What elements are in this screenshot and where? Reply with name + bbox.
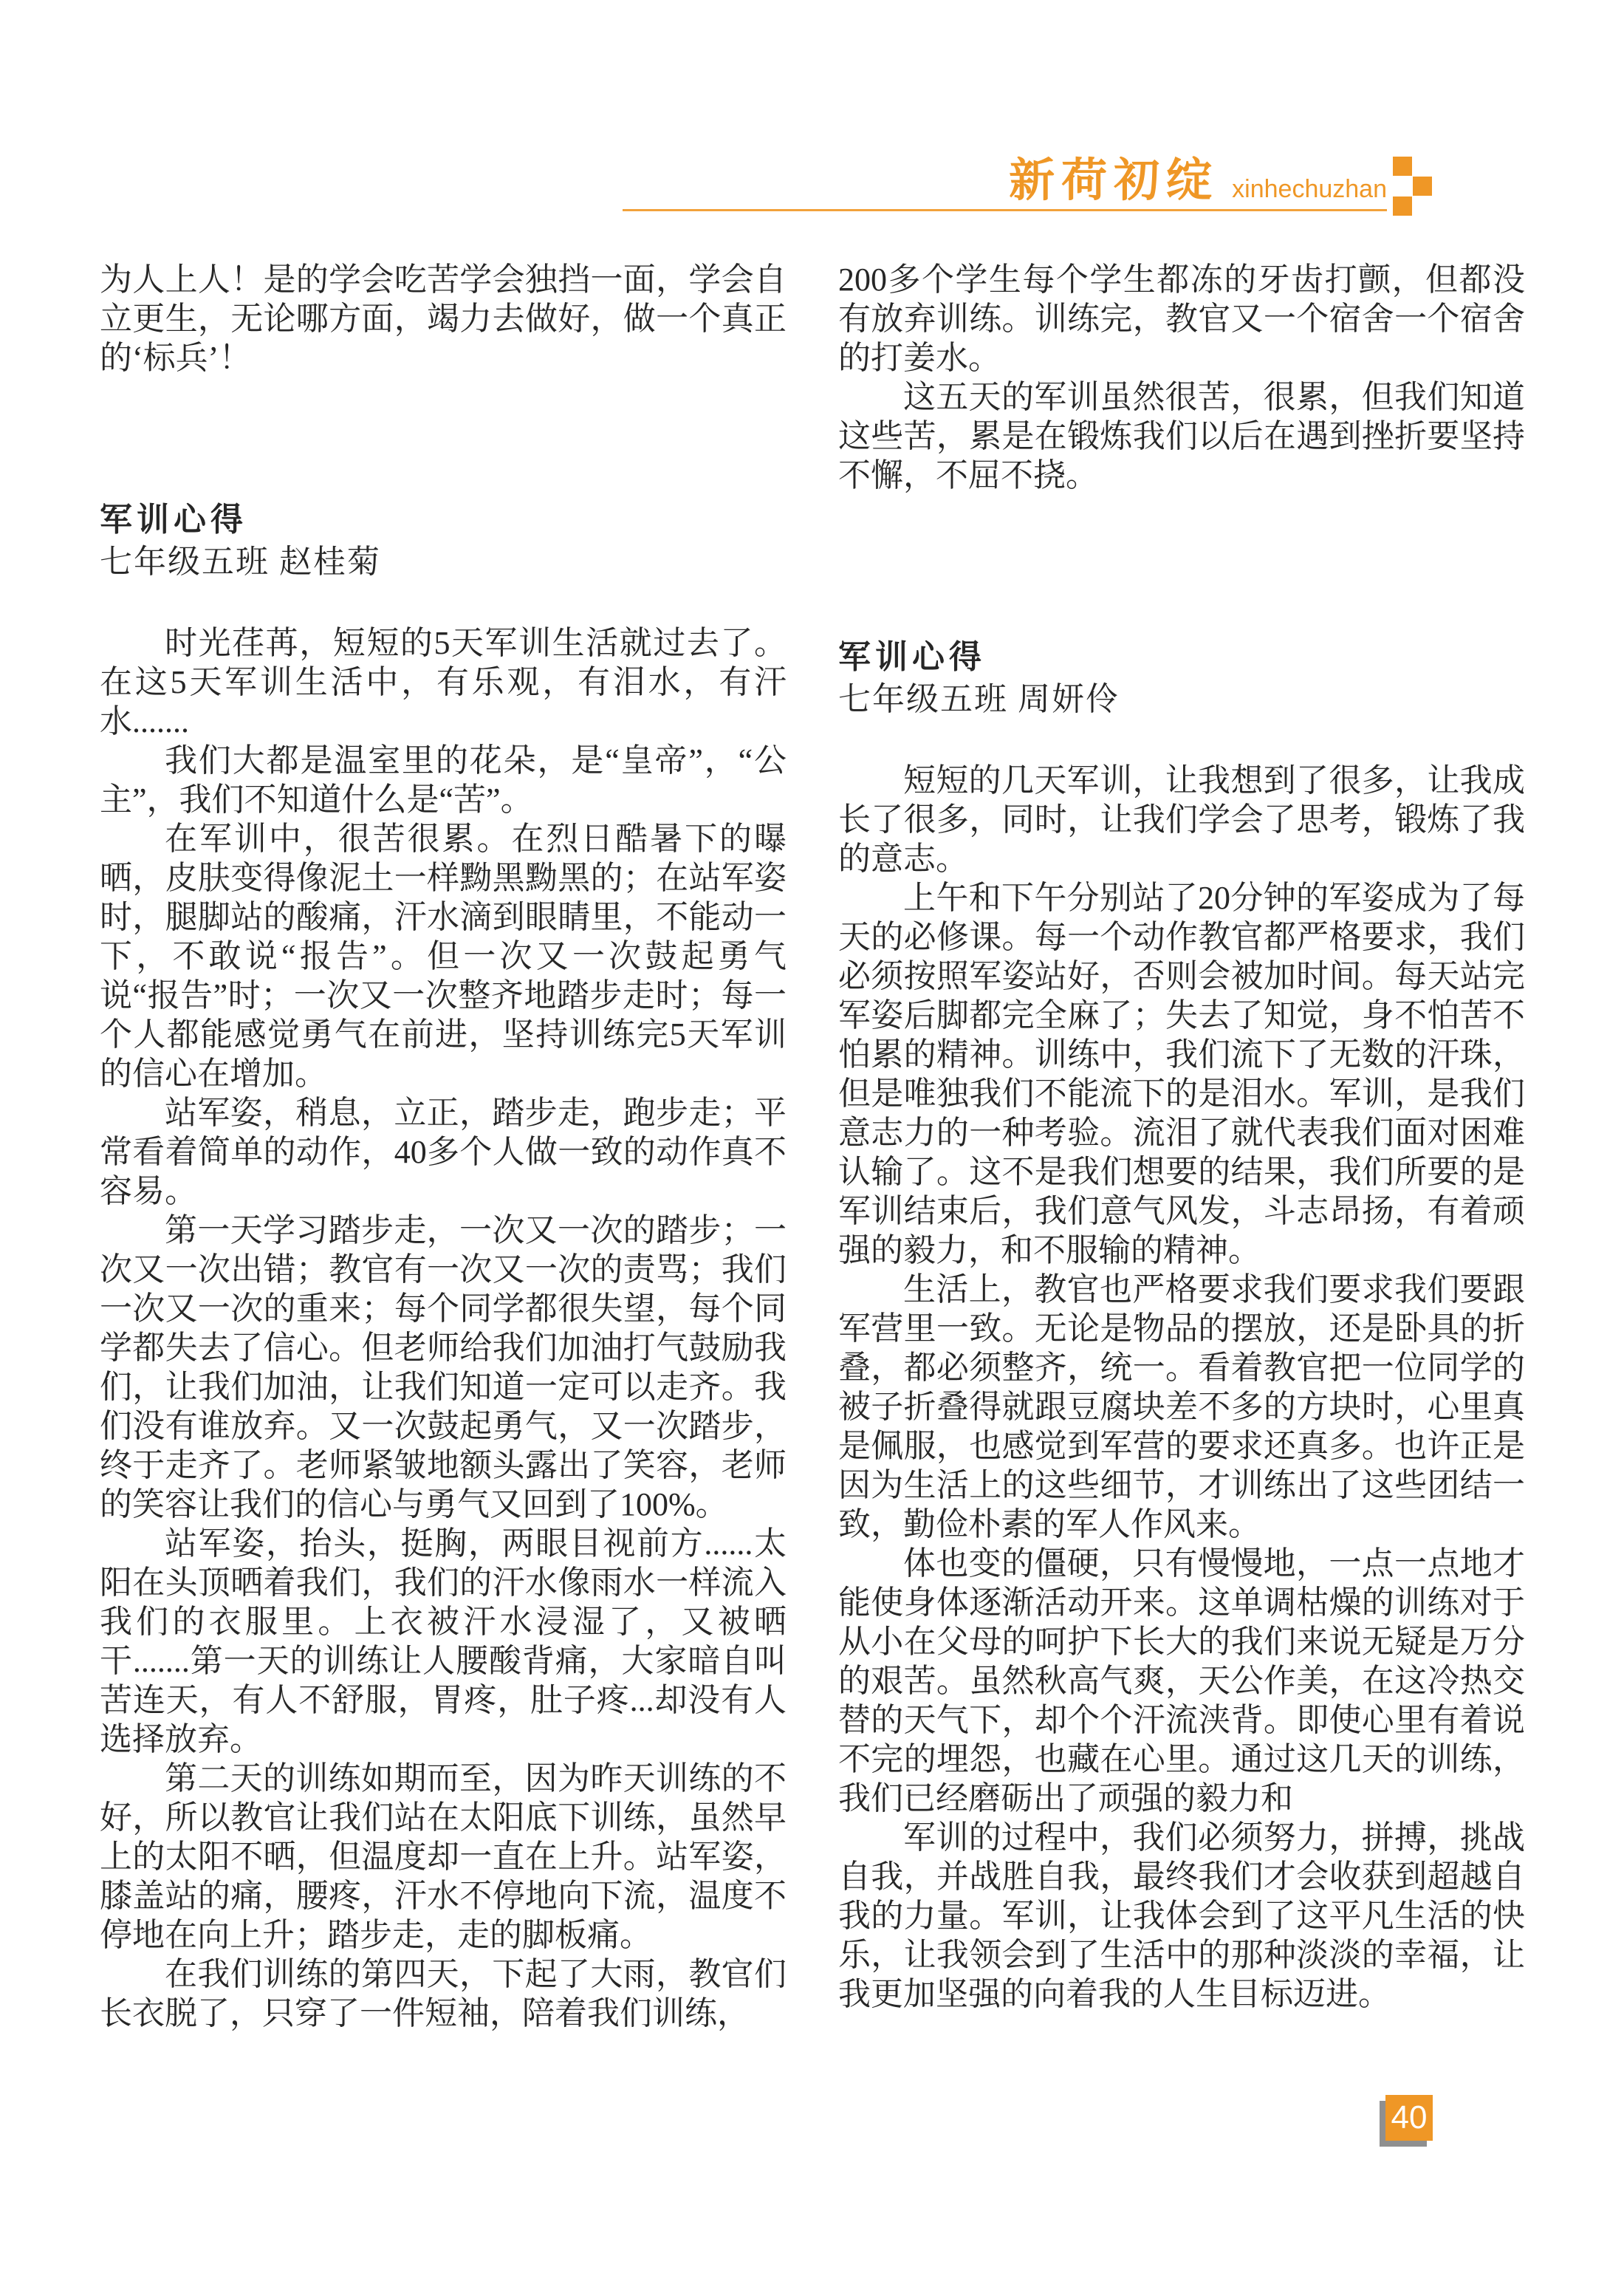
essay1-paragraph: 第二天的训练如期而至，因为昨天训练的不好，所以教官让我们站在太阳底下训练，虽然早上的太阳不晒，但温度却一直在上升。站军姿，膝盖站的痛，腰疼，汗水不停地向下流，温度不停地在向上升；踏步走，走的脚板痛。 [100,1760,787,1953]
essay2-paragraph: 短短的几天军训，让我想到了很多，让我成长了很多，同时，让我们学会了思考，锻炼了我的意志。 [838,762,1525,877]
continuation-paragraph: 200多个学生每个学生都冻的牙齿打颤，但都没有放弃训练。训练完，教官又一个宿舍一个宿舍的打姜水。 [838,261,1525,376]
page-number-badge: 40 [1385,2095,1433,2141]
essay2-paragraph: 生活上，教官也严格要求我们要求我们要跟军营里一致。无论是物品的摆放，还是卧具的折叠，都必须整齐，统一。看着教官把一位同学的被子折叠得就跟豆腐块差不多的方块时，心里真是佩服，也感觉到军营的要求还真多。也许正是因为生活上的这些细节，才训练出了这些团结一致，勤俭朴素的军人作风来。 [838,1271,1525,1542]
logo-square-middle-icon [1413,177,1432,196]
journal-logo-title: 新荷初绽 [1009,156,1219,206]
essay1-paragraph: 第一天学习踏步走，一次又一次的踏步；一次又一次出错；教官有一次又一次的责骂；我们一次又一次的重来；每个同学都很失望，每个同学都失去了信心。但老师给我们加油打气鼓励我们，让我们加油，让我们知道一定可以走齐。我们没有谁放弃。又一次鼓起勇气，又一次踏步，终于走齐了。老师紧皱地额头露出了笑容，老师的笑容让我们的信心与勇气又回到了100%。 [100,1212,787,1522]
journal-logo-subtitle: xinhechuzhan [1232,175,1387,203]
essay1-title: 军训心得 [100,502,247,538]
continuation-paragraph: 为人上人！是的学会吃苦学会独挡一面，学会自立更生，无论哪方面，竭力去做好，做一个真正的‘标兵’！ [100,261,787,376]
essay1-paragraph: 站军姿，抬头，挺胸，两眼目视前方......太阳在头顶晒着我们，我们的汗水像雨水一样流入我们的衣服里。上衣被汗水浸湿了，又被晒干.......第一天的训练让人腰酸背痛，大家暗自叫苦连天，有人不舒服，胃疼，肚子疼...却没有人选择放弃。 [100,1525,787,1757]
essay2-header [838,637,1525,719]
continuation-paragraph: 这五天的军训虽然很苦，很累，但我们知道这些苦，累是在锻炼我们以后在遇到挫折要坚持不懈，不屈不挠。 [838,379,1525,493]
logo-square-top-icon [1393,157,1412,176]
essay1-paragraph: 在军训中，很苦很累。在烈日酷暑下的曝晒，皮肤变得像泥土一样黝黑黝黑的；在站军姿时，腿脚站的酸痛，汗水滴到眼睛里，不能动一下，不敢说“报告”。但一次又一次鼓起勇气说“报告”时；一次又一次整齐地踏步走时；每一个人都能感觉勇气在前进，坚持训练完5天军训的信心在增加。 [100,821,787,1092]
essay2-paragraph: 体也变的僵硬，只有慢慢地，一点一点地才能使身体逐渐活动开来。这单调枯燥的训练对于从小在父母的呵护下长大的我们来说无疑是万分的艰苦。虽然秋高气爽，天公作美，在这冷热交替的天气下，却个个汗流浃背。即使心里有着说不完的埋怨，也藏在心里。通过这几天的训练，我们已经磨砺出了顽强的毅力和 [838,1545,1525,1816]
essay1-paragraph: 我们大都是温室里的花朵，是“皇帝”，“公主”，我们不知道什么是“苦”。 [100,742,787,818]
essay1-paragraph: 在我们训练的第四天，下起了大雨，教官们长衣脱了，只穿了一件短袖，陪着我们训练， [100,1956,787,2031]
header-rule [623,209,1387,211]
essay1-body [100,623,787,2033]
essay2-paragraph: 军训的过程中，我们必须努力，拼搏，挑战自我，并战胜自我，最终我们才会收获到超越自我的力量。军训，让我体会到了这平凡生活的快乐，让我领会到了生活中的那种淡淡的幸福，让我更加坚强的向着我的人生目标迈进。 [838,1819,1525,2012]
left-column [100,260,787,2033]
content-columns [100,260,1525,2033]
essay2-body [838,761,1525,2014]
essay1-paragraph: 时光荏苒，短短的5天军训生活就过去了。在这5天军训生活中，有乐观，有泪水，有汗水....... [100,625,787,739]
page-header [623,137,1387,207]
essay2-paragraph: 上午和下午分别站了20分钟的军姿成为了每天的必修课。每一个动作教官都严格要求，我们必须按照军姿站好，否则会被加时间。每天站完军姿后脚都完全麻了；失去了知觉，身不怕苦不怕累的精神。训练中，我们流下了无数的汗珠，但是唯独我们不能流下的是泪水。军训，是我们意志力的一种考验。流泪了就代表我们面对困难认输了。这不是我们想要的结果，我们所要的是军训结束后，我们意气风发，斗志昂扬，有着顽强的毅力，和不服输的精神。 [838,880,1525,1268]
essay2-title: 军训心得 [838,639,986,675]
essay1-paragraph: 站军姿，稍息，立正，踏步走，跑步走；平常看着简单的动作，40多个人做一致的动作真不容易。 [100,1095,787,1209]
logo-squares-icon [1393,157,1433,216]
logo-square-bottom-icon [1393,196,1412,216]
essay1-author: 七年级五班 赵桂菊 [100,544,381,580]
essay2-author: 七年级五班 周妍伶 [838,681,1120,717]
right-column [838,260,1525,2033]
essay1-header [100,500,787,581]
